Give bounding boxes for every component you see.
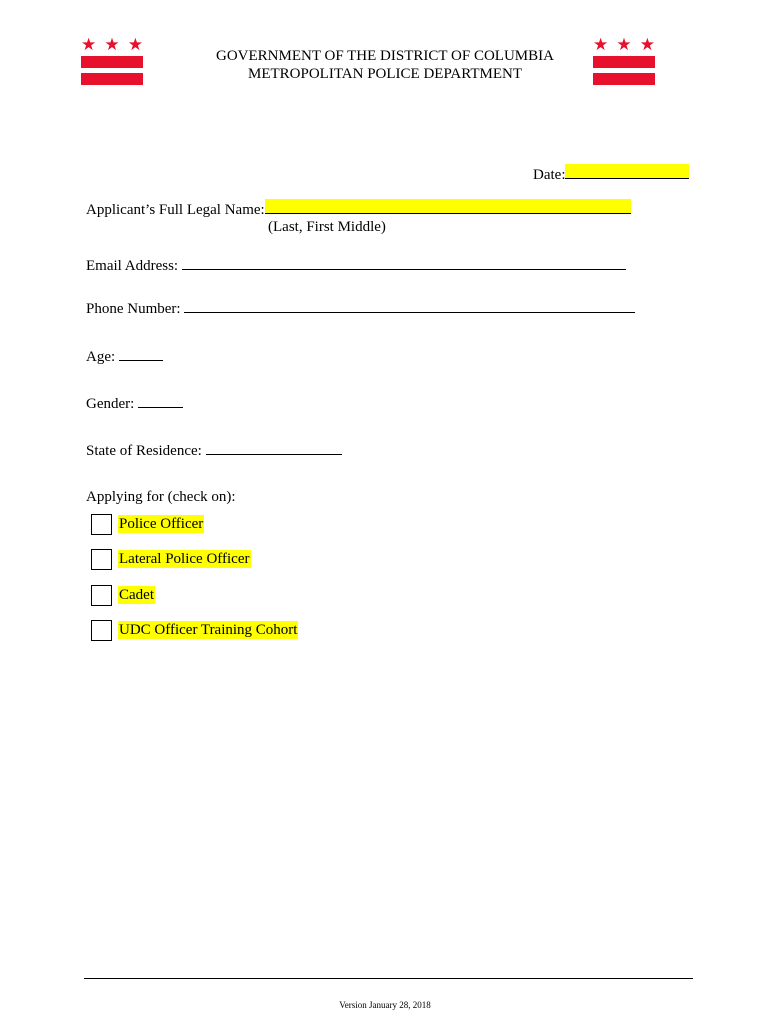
name-label: Applicant’s Full Legal Name: (86, 202, 265, 218)
header-line-government: GOVERNMENT OF THE DISTRICT OF COLUMBIA (216, 48, 554, 64)
state-input[interactable] (206, 440, 342, 455)
option-cadet[interactable] (91, 584, 155, 606)
dc-flag-left-icon (81, 37, 143, 87)
flag-bar (81, 73, 143, 85)
star-icon: ★ (127, 35, 143, 55)
phone-input[interactable] (184, 298, 635, 313)
age-label: Age: (86, 349, 116, 365)
date-field (533, 164, 689, 184)
lateral-police-officer-checkbox[interactable] (91, 549, 112, 570)
version-note: Version January 28, 2018 (339, 1000, 431, 1010)
star-icon: ★ (639, 35, 655, 55)
police-officer-checkbox[interactable] (91, 514, 112, 535)
phone-field (86, 298, 635, 318)
applying-for-label: Applying for (check on): (86, 489, 236, 505)
option-police-officer[interactable] (91, 513, 204, 535)
gender-label: Gender: (86, 396, 135, 412)
option-label: UDC Officer Training Cohort (119, 622, 298, 638)
age-field (86, 346, 163, 366)
cadet-checkbox[interactable] (91, 585, 112, 606)
name-hint: (Last, First Middle) (268, 219, 386, 235)
state-label: State of Residence: (86, 443, 202, 459)
gender-input[interactable] (138, 393, 183, 408)
header-line-department: METROPOLITAN POLICE DEPARTMENT (247, 66, 522, 82)
option-udc-officer-training-cohort[interactable] (91, 619, 298, 641)
date-label: Date: (533, 167, 566, 183)
email-input[interactable] (182, 255, 626, 270)
footer-divider (84, 978, 693, 979)
state-field (86, 440, 342, 460)
gender-field (86, 393, 183, 413)
star-icon: ★ (104, 35, 120, 55)
option-label: Lateral Police Officer (119, 551, 250, 567)
flag-stars (81, 37, 143, 53)
star-icon: ★ (593, 35, 609, 55)
date-input[interactable] (565, 164, 689, 179)
option-label: Police Officer (119, 516, 204, 532)
star-icon: ★ (81, 35, 97, 55)
option-label: Cadet (119, 587, 154, 603)
email-label: Email Address: (86, 258, 179, 274)
phone-label: Phone Number: (86, 301, 181, 317)
udc-officer-training-cohort-checkbox[interactable] (91, 620, 112, 641)
age-input[interactable] (119, 346, 163, 361)
option-lateral-police-officer[interactable] (91, 548, 251, 570)
star-icon: ★ (616, 35, 632, 55)
name-input[interactable] (265, 199, 631, 214)
flag-bar (81, 56, 143, 68)
name-field (86, 199, 631, 219)
email-field (86, 255, 626, 275)
